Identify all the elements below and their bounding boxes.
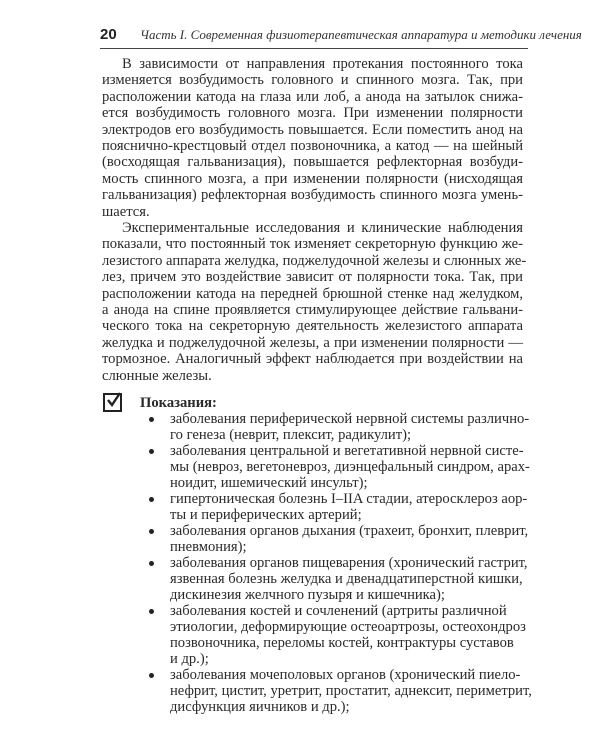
bullet-icon	[149, 609, 154, 614]
text-line: расположении катода на передней брюшной стенке над желудком,	[102, 285, 523, 302]
text-line: ноидит, ишемический инсульт);	[170, 475, 368, 491]
text-line: электродов его возбудимость повышается. Если поместить анод на	[102, 121, 523, 138]
text-line: лез, причем это воздействие зависит от полярности тока. Так, при	[102, 269, 523, 286]
text-line: заболевания костей и сочленений (артриты различной	[170, 603, 507, 619]
text-line: тормозное. Аналогичный эффект наблюдается при воздействии на	[102, 351, 523, 368]
paragraph	[102, 56, 523, 220]
indications-list	[149, 411, 532, 715]
text-line: язвенная болезнь желудка и двенадцатиперстной кишки,	[170, 571, 523, 587]
text-line: позвоночника, переломы костей, контрактуры суставов	[170, 635, 514, 651]
paragraph	[102, 220, 527, 384]
list-item	[149, 411, 530, 443]
bullet-icon	[149, 417, 154, 422]
text-line: ческого тока на секреторную деятельность железистого аппарата	[102, 318, 523, 335]
header-rule	[100, 48, 528, 49]
running-title: Часть I. Современная физиотерапевтическая аппаратура и методики лечения	[140, 27, 582, 42]
text-line: лезистого аппарата желудка, поджелудочной железы и слюнных же-	[102, 252, 527, 269]
text-line: желудка и поджелудочной железы, а при изменении полярности —	[102, 334, 523, 351]
text-line: заболевания органов пищеварения (хронический гастрит,	[170, 555, 528, 571]
bullet-icon	[149, 529, 154, 534]
checkbox-checked-icon	[103, 393, 122, 412]
text-line: дискинезия желчного пузыря и кишечника);	[170, 587, 445, 603]
bullet-icon	[149, 673, 154, 678]
text-line: ется возбудимость головного мозга. При изменении полярности	[102, 105, 523, 122]
text-line: (восходящая гальванизация), повышается рефлекторная возбуди-	[102, 154, 523, 171]
text-line: Экспериментальные исследования и клинические наблюдения	[122, 220, 523, 236]
text-line: шается.	[102, 203, 150, 220]
list-item	[149, 443, 530, 491]
bullet-icon	[149, 497, 154, 502]
list-item	[149, 603, 526, 667]
page-number: 20	[100, 26, 117, 43]
list-item	[149, 555, 528, 603]
list-item	[149, 667, 532, 715]
text-line: расположении катода на глаза или лоб, а анода на затылок снижа-	[102, 88, 523, 105]
text-line: нефрит, цистит, уретрит, простатит, аднексит, периметрит,	[170, 683, 532, 699]
running-header	[100, 26, 582, 46]
text-line: заболевания органов дыхания (трахеит, бронхит, плеврит,	[170, 523, 529, 539]
text-line: гипертоническая болезнь I–IIA стадии, атеросклероз аор-	[170, 491, 528, 507]
text-line: а анода на спине проявляется стимулирующее действие гальвани-	[102, 302, 523, 319]
indications-title: Показания:	[140, 395, 217, 411]
text-line: ты и периферических артерий;	[170, 507, 362, 523]
list-item	[149, 523, 529, 555]
text-line: и др.);	[170, 651, 209, 667]
text-line: пояснично-крестцовый отдел позвоночника, а катод — на шейный	[102, 138, 523, 155]
text-line: показали, что постоянный ток изменяет секреторную функцию же-	[102, 236, 523, 253]
text-line: го генеза (неврит, плексит, радикулит);	[170, 427, 412, 443]
text-line: пневмония);	[170, 539, 247, 555]
bullet-icon	[149, 449, 154, 454]
text-line: заболевания центральной и вегетативной нервной систе-	[170, 443, 524, 459]
bullet-icon	[149, 561, 154, 566]
list-item	[149, 491, 528, 523]
text-line: этиологии, деформирующие остеоартрозы, остеохондроз	[170, 619, 526, 635]
text-line: дисфункция яичников и др.);	[170, 699, 350, 715]
text-line: заболевания мочеполовых органов (хронический пиело-	[170, 667, 521, 683]
text-line: В зависимости от направления протекания постоянного тока	[122, 56, 523, 72]
text-line: изменяется возбудимость головного и спинного мозга. Так, при	[102, 72, 523, 89]
text-line: гальванизация) рефлекторная возбудимость спинного мозга умень-	[102, 187, 523, 204]
text-line: заболевания периферической нервной системы различно-	[170, 411, 530, 427]
text-line: мость спинного мозга, а при изменении полярности (нисходящая	[102, 170, 523, 187]
text-line: мы (невроз, вегетоневроз, диэнцефальный синдром, арах-	[170, 459, 530, 475]
text-line: слюнные железы.	[102, 367, 212, 384]
